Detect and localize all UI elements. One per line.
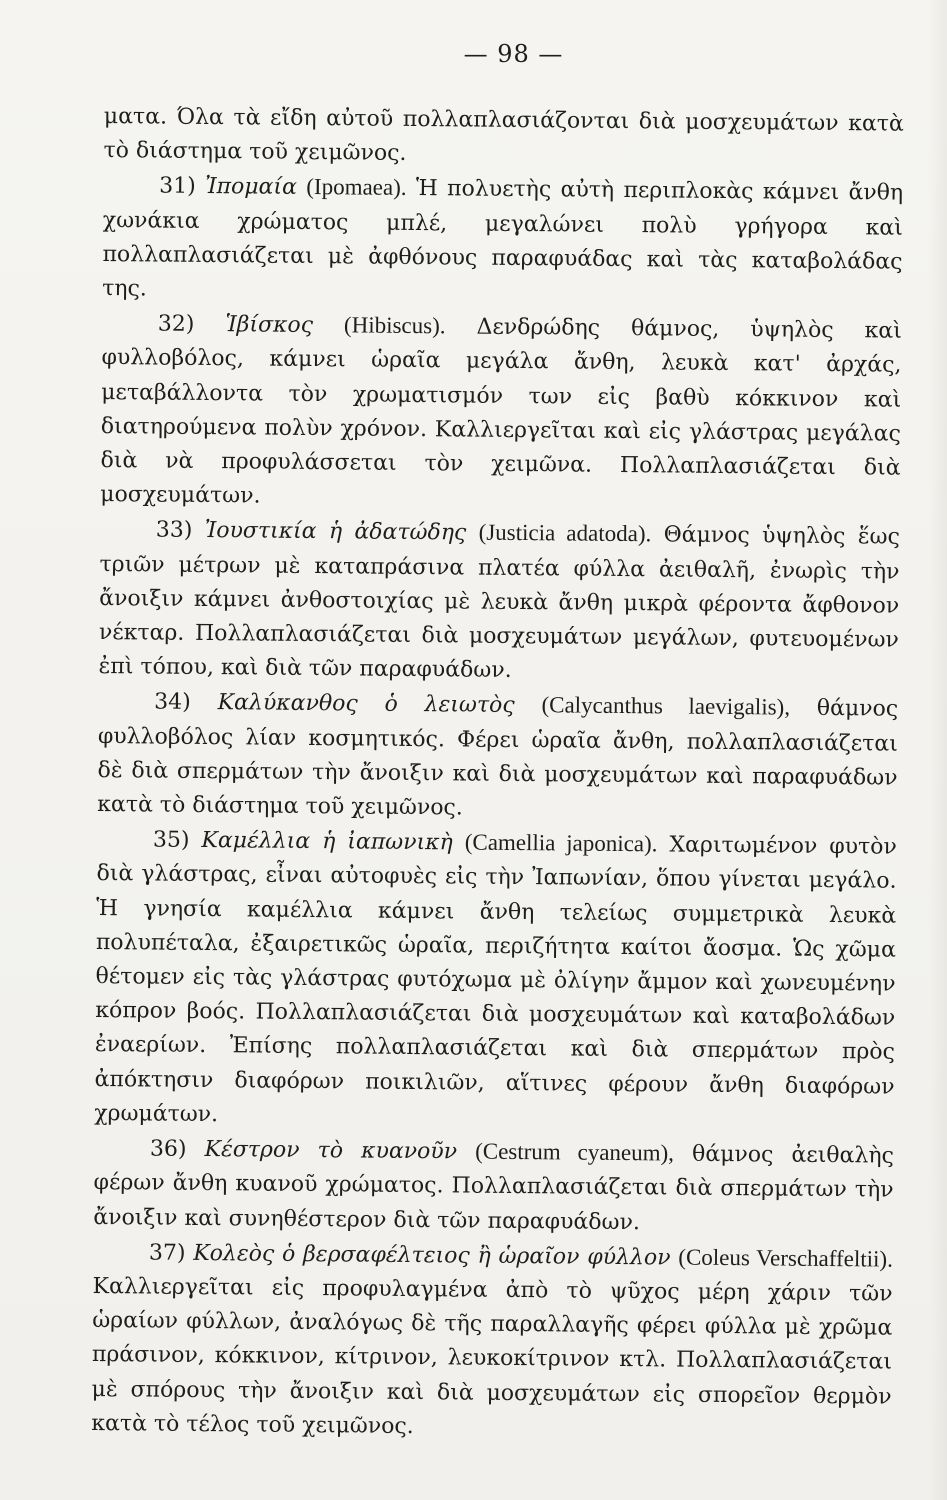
entry-text: Δενδρώδης θάμνος, ὑψηλὸς καὶ φυλλοβόλος, κάμνει ὡραῖα μεγάλα ἄνθη, λευκὰ κατ' ἀρχάς, μεταβάλλοντα τὸν χρωματισμόν των εἰς βαθὺ κόκκινον καὶ διατηρούμενα πολὺν χρόνον. Καλλιεργεῖται καὶ εἰς γλάστρας μεγάλας διὰ νὰ προφυλάσσεται τὸν χειμῶνα. Πολλαπλασιάζεται διὰ μοσχευμάτων. (100, 314, 902, 509)
entry-33-justicia (98, 512, 900, 692)
paragraph-text: ματα. Όλα τὰ εἴδη αὐτοῦ πολλαπλασιάζονται διὰ μοσχευμάτων κατὰ τὸ διάστημα τοῦ χειμῶνος. (103, 103, 904, 167)
entry-31-ipomaea (102, 168, 903, 313)
entry-text: θάμνος ἀειθαλὴς φέρων ἄνθη κυανοῦ χρώματος. Πολλαπλασιάζεται διὰ σπερμάτων τὴν ἄνοιξιν καὶ συνηθέστερον διὰ τῶν παραφυάδων. (93, 1141, 895, 1235)
entry-number: 34) (154, 689, 191, 716)
latin-name: (Camellia japonica). (464, 829, 658, 857)
entry-36-cestrum (93, 1131, 894, 1242)
entry-number: 33) (155, 517, 193, 544)
entry-number: 37) (148, 1240, 186, 1266)
entry-text: Θάμνος ὑψηλὸς ἕως τριῶν μέτρων μὲ καταπράσινα πλατέα φύλλα ἀειθαλῆ, ἐνωρὶς τὴν ἄνοιξιν κάμνει ἀνθοστοιχίας μὲ λευκὰ ἄνθη μικρὰ φέροντα ἄφθονον νέκταρ. Πολλαπλασιάζεται διὰ μοσχευμάτων μεγάλων, φυτευομένων ἐπὶ τόπου, καὶ διὰ τῶν παραφυάδων. (98, 522, 900, 684)
entry-text: Ἡ πολυετὴς αὐτὴ περιπλοκὰς κάμνει ἄνθη χωνάκια χρώματος μπλέ, μεγαλώνει πολὺ γρήγορα καὶ πολλαπλασιάζεται μὲ ἀφθόνους παραφυάδας καὶ τὰς καταβολάδας της. (102, 176, 904, 302)
entry-text: θάμνος φυλλοβόλος λίαν κοσμητικός. Φέρει ὡραῖα ἄνθη, πολλαπλασιάζεται δὲ διὰ σπερμάτων τὴν ἄνοιξιν καὶ διὰ μοσχευμάτων καὶ παραφυάδων κατὰ τὸ διάστημα τοῦ χειμῶνος. (97, 696, 899, 821)
entry-35-camellia (94, 822, 897, 1138)
greek-name: Καμέλλια ἡ ἰαπωνικὴ (201, 828, 453, 856)
entry-text: Χαριτωμένον φυτὸν διὰ γλάστρας, εἶναι αὐτοφυὲς εἰς τὴν Ἰαπωνίαν, ὅπου γίνεται μεγάλο. Ἡ γνησία καμέλλια κάμνει ἄνθη τελείως συμμετρικὰ λευκὰ πολυπέταλα, ἐξαιρετικῶς ὡραῖα, περιζήτητα καίτοι ἄοσμα. Ὡς χῶμα θέτομεν εἰς τὰς γλάστρας φυτόχωμα μὲ ὀλίγην ἄμμον καὶ χωνευμένην κόπρον βοός. Πολλαπλασιάζεται διὰ μοσχευμάτων καὶ καταβολάδων ἐναερίων. Ἐπίσης πολλαπλασιάζεται καὶ διὰ σπερμάτων πρὸς ἀπόκτησιν διαφόρων ποικιλιῶν, αἵτινες φέρουν ἄνθη διαφόρων χρωμάτων. (94, 832, 897, 1128)
latin-name: (Cestrum cyaneum), (475, 1138, 675, 1166)
page-number: — 98 — (463, 40, 564, 68)
greek-name: Ἰουστικία ἡ ἀδατώδης (204, 518, 467, 546)
greek-name: Ἱβίσκος (225, 312, 314, 339)
latin-name: (Ipomaea). (306, 174, 407, 201)
latin-name: (Justicia adatoda). (478, 520, 652, 547)
entry-number: 35) (152, 827, 190, 854)
entry-number: 31) (159, 173, 196, 200)
entry-number: 36) (149, 1136, 187, 1162)
entry-34-calycanthus (97, 684, 898, 829)
latin-name: (Coleus Verschaffeltii). (678, 1244, 894, 1272)
greek-name: Ἰπομαία (205, 174, 298, 201)
entry-32-hibiscus (100, 306, 902, 520)
entry-number: 32) (157, 311, 195, 338)
entry-37-coleus (91, 1235, 893, 1449)
latin-name: (Calycanthus laevigalis), (541, 692, 791, 721)
entry-text: Καλλιεργεῖται εἰς προφυλαγμένα ἀπὸ τὸ ψῦχος μέρη χάριν τῶν ὡραίων φύλλων, ἀναλόγως δὲ τῆς παραλλαγῆς φέρει φύλλα μὲ χρῶμα πράσινον, κόκκινον, κίτρινον, λευκοκίτρινον κτλ. Πολλαπλασιάζεται μὲ σπόρους τὴν ἄνοιξιν καὶ διὰ μοσχευμάτων εἰς σπορεῖον θερμὸν κατὰ τὸ τέλος τοῦ χειμῶνος. (91, 1273, 893, 1439)
greek-name: Κολεὸς ὁ βερσαφέλτειος ἢ ὡραῖον φύλλον (193, 1240, 671, 1271)
greek-name: Κέστρον τὸ κυανοῦν (204, 1137, 458, 1165)
page-body (91, 100, 904, 1449)
greek-name: Καλύκανθος ὁ λειωτὸς (217, 690, 515, 719)
latin-name: (Hibiscus). (343, 312, 446, 339)
page-spine-shadow (929, 0, 947, 1500)
paragraph-continuation (103, 100, 904, 176)
